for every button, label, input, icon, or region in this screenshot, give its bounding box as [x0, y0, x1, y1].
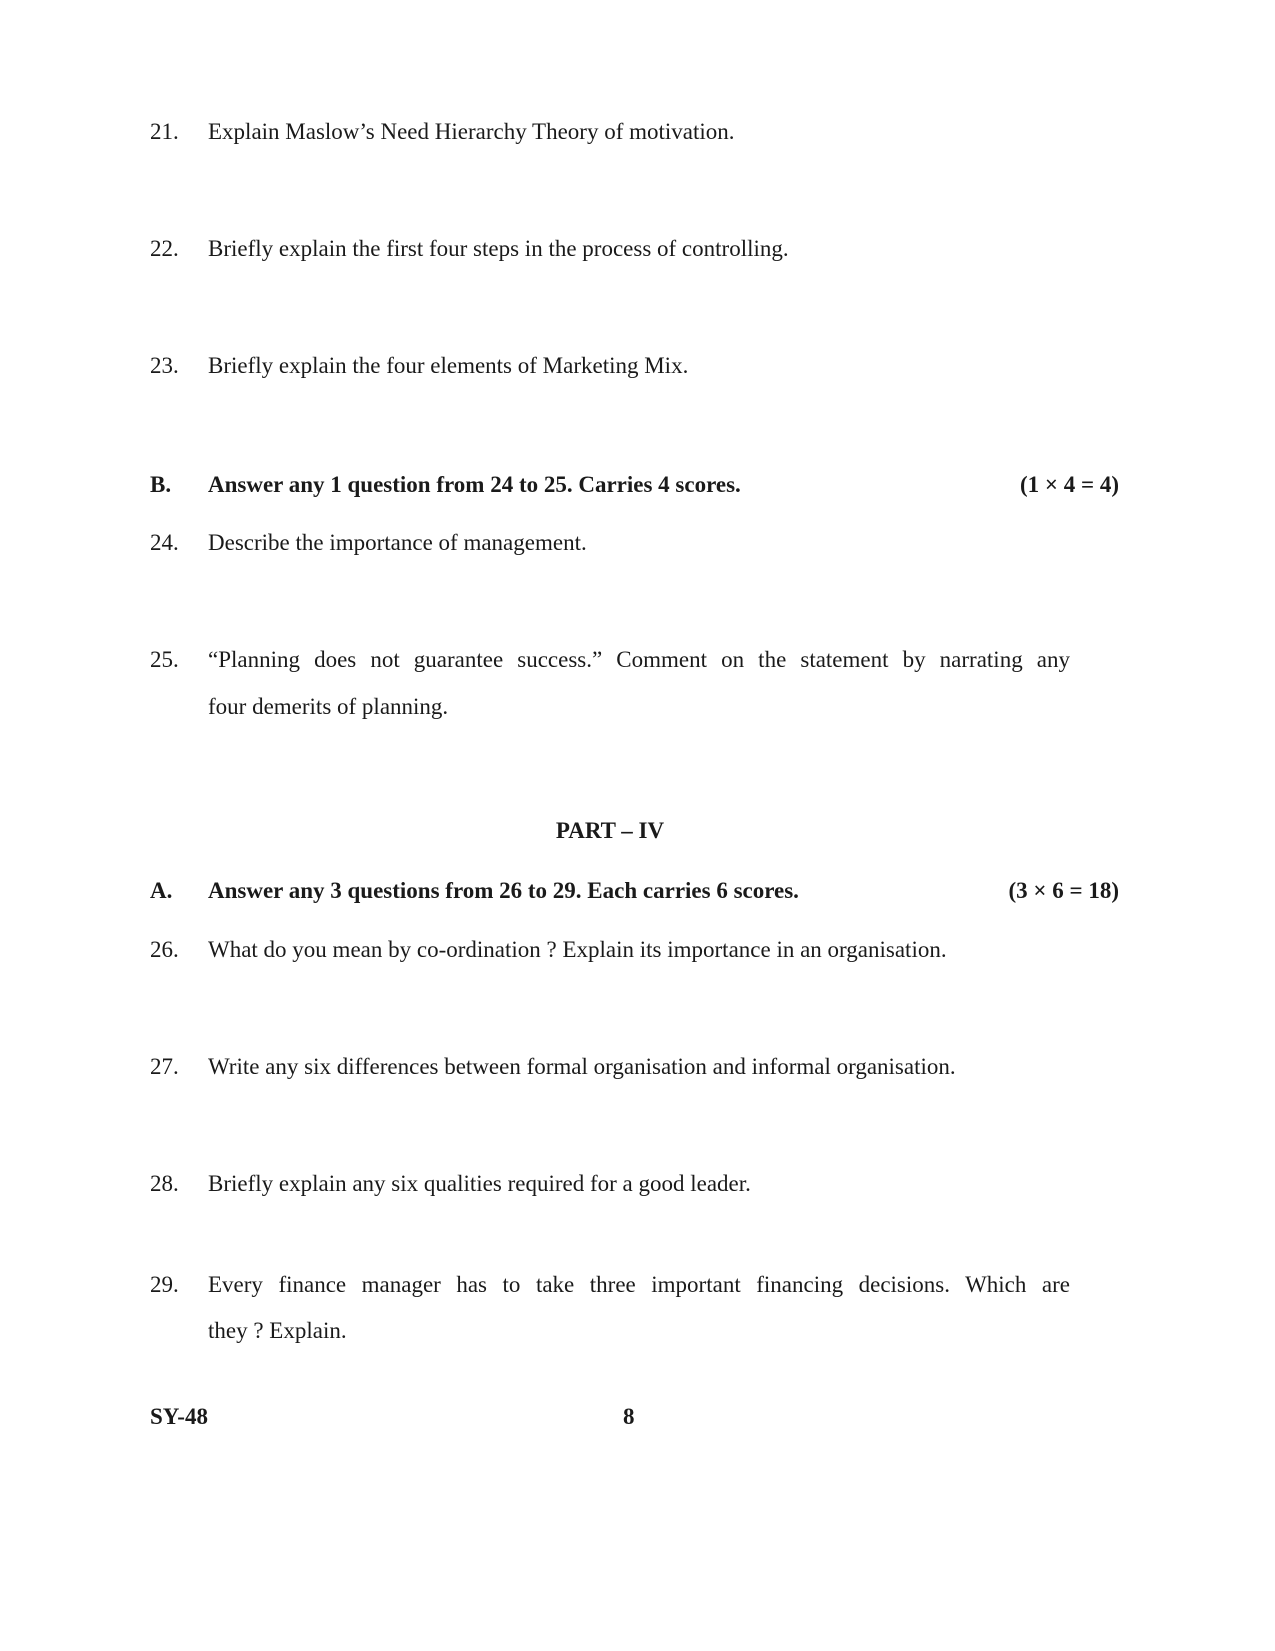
question-number: 28.: [150, 1171, 179, 1196]
question-number: 22.: [150, 236, 179, 261]
paper-code: SY-48: [150, 1404, 208, 1429]
question-text: Briefly explain any six qualities required for a good leader.: [208, 1171, 751, 1196]
question-text: Explain Maslow’s Need Hierarchy Theory of motivation.: [208, 119, 735, 144]
question-number: 25.: [150, 647, 179, 672]
section-label: B.: [150, 472, 172, 497]
section-label: A.: [150, 878, 173, 903]
question-number: 21.: [150, 119, 179, 144]
question-text: What do you mean by co-ordination ? Explain its importance in an organisation.: [208, 937, 947, 962]
question-text-continued: four demerits of planning.: [208, 694, 449, 719]
question-text: Briefly explain the four elements of Marketing Mix.: [208, 353, 689, 378]
section-b-marks: (1 × 4 = 4): [1019, 472, 1119, 497]
question-text: Briefly explain the first four steps in the process of controlling.: [208, 236, 789, 261]
question-text: Write any six differences between formal organisation and informal organisation.: [208, 1054, 956, 1079]
question-text-continued: they ? Explain.: [208, 1318, 347, 1343]
question-number: 23.: [150, 353, 179, 378]
question-number: 24.: [150, 530, 179, 555]
part-title: PART – IV: [555, 818, 665, 843]
question-25-line-1: “Planning does not guarantee success.” Comment on the statement by narrating any: [208, 647, 1070, 672]
question-number: 27.: [150, 1054, 179, 1079]
question-text: Describe the importance of management.: [208, 530, 587, 555]
section-instruction-text: Answer any 1 question from 24 to 25. Carries 4 scores.: [208, 472, 741, 497]
section-instruction-text: Answer any 3 questions from 26 to 29. Each carries 6 scores.: [208, 878, 799, 903]
question-number: 29.: [150, 1272, 179, 1297]
page-number: 8: [623, 1404, 635, 1429]
question-number: 26.: [150, 937, 179, 962]
question-29-line-1: Every finance manager has to take three important financing decisions. Which are: [208, 1272, 1070, 1297]
section-a-marks: (3 × 6 = 18): [1008, 878, 1119, 903]
